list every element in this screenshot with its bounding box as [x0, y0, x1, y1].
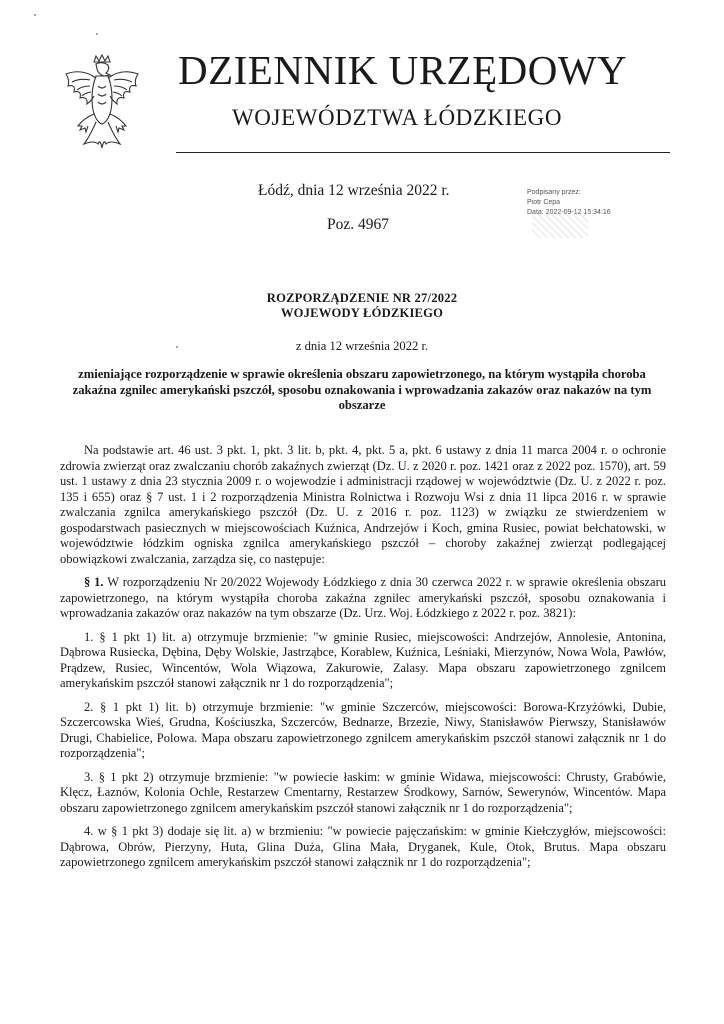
act-subject: zmieniające rozporządzenie w sprawie określenia obszaru zapowietrzonego, na którym wystąpiła choroba zakaźna zgnilec amerykański pszczół, sposobu oznakowania i wprowadzania zakazów oraz nakazów na tym obszarze	[72, 367, 652, 412]
act-title	[60, 291, 664, 321]
section-1-text: W rozporządzeniu Nr 20/2022 Wojewody Łódzkiego z dnia 30 czerwca 2022 r. w sprawie określenia obszaru zapowietrzonego, na którym wystąpiła choroba zakaźna zgnilec amerykański pszczół, sposobu oznakowania i wprowadzania zakazów oraz nakazów na tym obszarze (Dz. Urz. Woj. Łódzkiego z 2022 r. poz. 3821):	[60, 575, 666, 620]
issue-place-date: Łódź, dnia 12 września 2022 r.	[258, 182, 450, 199]
digital-signature-block	[527, 188, 707, 218]
signature-signer: Piotr Cepa	[527, 199, 561, 206]
white-eagle-emblem-icon	[60, 52, 144, 156]
scan-speck	[96, 33, 98, 35]
signature-label: Podpisany przez:	[527, 189, 581, 196]
amendment-point-2: 2. § 1 pkt 1) lit. b) otrzymuje brzmienie: "w gminie Szczerców, miejscowości: Borowa-Krzyżówki, Dubie, Szczercowska Wieś, Grudna, Kościuszka, Szczerców, Bednarze, Brzezie, Niwy, Stanisławów Pierwszy, Stanisławów Drugi, Chabielice, Polowa. Mapa obszaru zapowietrzonego zgnilcem amerykańskim pszczół stanowi załącznik nr 1 do rozporządzenia";	[60, 699, 666, 760]
scan-speck	[176, 346, 178, 348]
scan-speck	[34, 14, 36, 16]
journal-title: DZIENNIK URZĘDOWY	[178, 47, 628, 93]
section-1-paragraph	[60, 575, 666, 622]
masthead-divider	[176, 152, 670, 153]
amendment-point-3: 3. § 1 pkt 2) otrzymuje brzmienie: "w powiecie łaskim: w gminie Widawa, miejscowości: Chrusty, Grabówie, Klęcz, Łaznów, Kolonia Ochle, Restarzew Cmentarny, Restarzew Środkowy, Sarnów, Sewerynów, Wincentów. Mapa obszaru zapowietrzonego zgnilcem amerykańskim pszczół stanowi załącznik nr 1 do rozporządzenia";	[60, 769, 666, 815]
preamble-paragraph: Na podstawie art. 46 ust. 3 pkt. 1, pkt. 3 lit. b, pkt. 4, pkt. 5 a, pkt. 6 ustawy z dnia 11 marca 2004 r. o ochronie zdrowia zwierząt oraz zwalczaniu chorób zakaźnych zwierząt (Dz. U. z 2020 r. poz. 1421 oraz z 2022 poz. 1570), art. 59 ust. 1 ustawy z dnia 23 stycznia 2009 r. o wojewodzie i administracji rządowej w województwie (Dz. U. z 2022 r. poz. 135 i 655) oraz § 7 ust. 1 i 2 rozporządzenia Ministra Rolnictwa i Rozwoju Wsi z dnia 11 lipca 2016 r. w sprawie zwalczania zgnilca amerykańskiego pszczół (Dz. U. z 2016 r. poz. 1123) w związku ze stwierdzeniem w gospodarstwach pasiecznych w miejscowościach Kuźnica, Andrzejów i Koch, gmina Rusiec, powiat bełchatowski, w województwie łódzkim ogniska zgnilca amerykańskiego pszczół – choroby zakaźnej zwierząt podlegającej obowiązkowi zwalczania, zarządza się, co następuje:	[60, 443, 666, 566]
section-1-mark: § 1.	[84, 575, 104, 589]
amendment-point-1: 1. § 1 pkt 1) lit. a) otrzymuje brzmienie: "w gminie Rusiec, miejscowości: Andrzejów, Annolesie, Antonina, Dąbrowa Rusiecka, Dębina, Dęby Wolskie, Jastrząbce, Korablew, Kuźnica, Leśniaki, Mierzynów, Nowa Wola, Pawłów, Prądzew, Rusiec, Wincentów, Wola Wiązowa, Zakurowie, Zalasy. Mapa obszaru zapowietrzonego zgnilcem amerykańskim pszczół stanowi załącznik nr 1 do rozporządzenia";	[60, 629, 666, 690]
journal-subtitle: WOJEWÓDZTWA ŁÓDZKIEGO	[232, 105, 563, 130]
signature-date: Data: 2022-09-12 15:34:16	[527, 209, 611, 216]
amendment-point-4: 4. w § 1 pkt 3) dodaje się lit. a) w brzmieniu: "w powiecie pajęczańskim: w gminie Kiełczygłów, miejscowości: Dąbrowa, Obrów, Pierzyny, Huta, Glina Duża, Glina Mała, Dryganek, Kule, Otok, Brutus. Mapa obszaru zapowietrzonego zgnilcem amerykańskim pszczół stanowi załącznik nr 1 do rozporządzenia";	[60, 824, 666, 869]
act-title-number: ROZPORZĄDZENIE NR 27/2022	[266, 291, 458, 305]
issue-position: Poz. 4967	[327, 216, 389, 233]
document-body	[60, 443, 666, 879]
act-date: z dnia 12 września 2022 r.	[295, 339, 429, 353]
act-title-issuer: WOJEWODY ŁÓDZKIEGO	[280, 306, 444, 320]
